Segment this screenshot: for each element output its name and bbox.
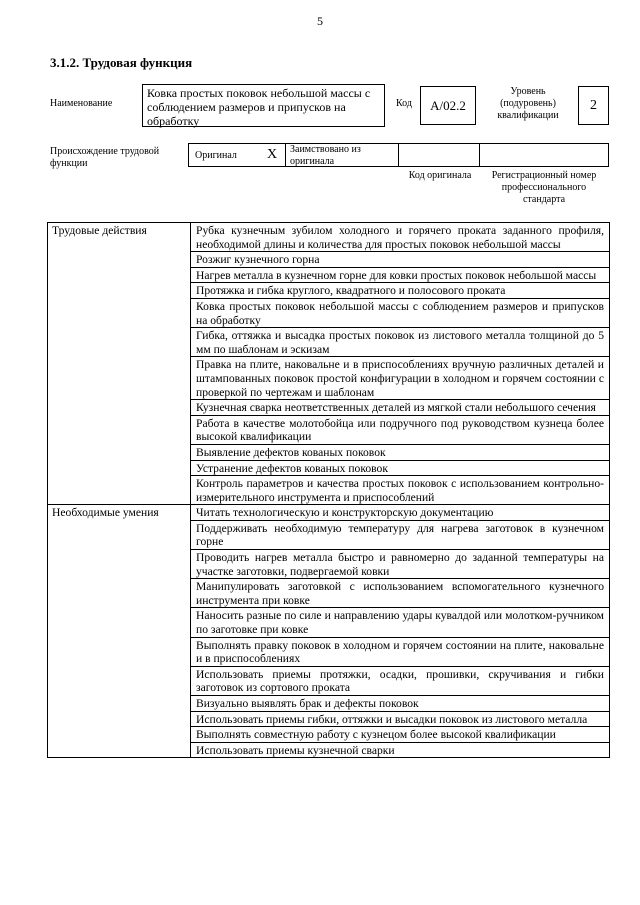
reg-number-cell <box>480 144 608 166</box>
table-row <box>48 223 610 252</box>
functions-table <box>47 222 610 758</box>
list-item: Поддерживать необходимую температуру для нагрева заготовок в кузнечном горне <box>191 520 610 549</box>
original-mark: X <box>267 147 278 162</box>
function-name-box: Ковка простых поковок небольшой массы с соблюдением размеров и припусков на обработку <box>142 84 385 127</box>
code-original-caption: Код оригинала <box>408 170 472 181</box>
list-item: Использовать приемы кузнечной сварки <box>191 742 610 758</box>
page-number: 5 <box>317 14 323 28</box>
borrowed-label: Заимствовано из оригинала <box>290 144 361 167</box>
list-item: Выполнять правку поковок в холодном и горячем состоянии на плите, наковальне и в приспособлениях <box>191 637 610 666</box>
list-item: Нагрев металла в кузнечном горне для ковки простых поковок небольшой массы <box>191 267 610 283</box>
list-item: Розжиг кузнечного горна <box>191 252 610 268</box>
list-item: Протяжка и гибка круглого, квадратного и полосового проката <box>191 283 610 299</box>
list-item: Устранение дефектов кованых поковок <box>191 460 610 476</box>
list-item: Читать технологическую и конструкторскую документацию <box>191 505 610 521</box>
list-item: Работа в качестве молотобойца или подручного под руководством кузнеца более высокой квалификации <box>191 415 610 444</box>
code-label: Код <box>396 98 412 109</box>
level-value-box: 2 <box>578 86 609 125</box>
list-item: Кузнечная сварка неответственных деталей из мягкой стали небольшого сечения <box>191 400 610 416</box>
section-title: 3.1.2. Трудовая функция <box>50 55 193 70</box>
list-item: Гибка, оттяжка и высадка простых поковок из листового металла толщиной до 5 мм по шаблонам и эскизам <box>191 328 610 357</box>
list-item: Контроль параметров и качества простых поковок с использованием контрольно-измерительного инструмента и приспособлений <box>191 476 610 505</box>
original-cell <box>189 144 286 166</box>
borrowed-cell <box>286 144 399 166</box>
list-item: Использовать приемы протяжки, осадки, прошивки, скручивания и гибки заготовок из сортового проката <box>191 666 610 695</box>
origin-label: Происхождение трудовой функции <box>50 146 160 169</box>
function-code-box: А/02.2 <box>420 86 476 125</box>
list-item: Правка на плите, наковальне и в приспособлениях вручную различных деталей и штампованных поковок простой конфигурации в холодном и горячем состоянии с проверкой по чертежам и шаблонам <box>191 357 610 400</box>
table-row <box>48 505 610 521</box>
original-label: Оригинал <box>195 150 237 161</box>
section-heading: Трудовые действия <box>48 223 191 505</box>
reg-number-caption: Регистрационный номер профессионального стандарта <box>491 170 597 205</box>
name-label: Наименование <box>50 98 113 109</box>
level-label: Уровень (подуровень) квалификации <box>497 86 559 121</box>
list-item: Рубка кузнечным зубилом холодного и горячего проката заданного профиля, необходимой длины и количества для простых поковок небольшой массы <box>191 223 610 252</box>
section-heading: Необходимые умения <box>48 505 191 758</box>
list-item: Использовать приемы гибки, оттяжки и высадки поковок из листового металла <box>191 711 610 727</box>
code-original-cell <box>399 144 480 166</box>
origin-row <box>188 143 609 167</box>
list-item: Выполнять совместную работу с кузнецом более высокой квалификации <box>191 727 610 743</box>
list-item: Манипулировать заготовкой с использованием вспомогательного кузнечного инструмента при ковке <box>191 579 610 608</box>
list-item: Выявление дефектов кованых поковок <box>191 444 610 460</box>
list-item: Наносить разные по силе и направлению удары кувалдой или молотком-ручником по заготовке при ковке <box>191 608 610 637</box>
list-item: Визуально выявлять брак и дефекты поковок <box>191 696 610 712</box>
list-item: Ковка простых поковок небольшой массы с соблюдением размеров и припусков на обработку <box>191 298 610 327</box>
list-item: Проводить нагрев металла быстро и равномерно до заданной температуры на участке заготовки, подвергаемой ковки <box>191 550 610 579</box>
